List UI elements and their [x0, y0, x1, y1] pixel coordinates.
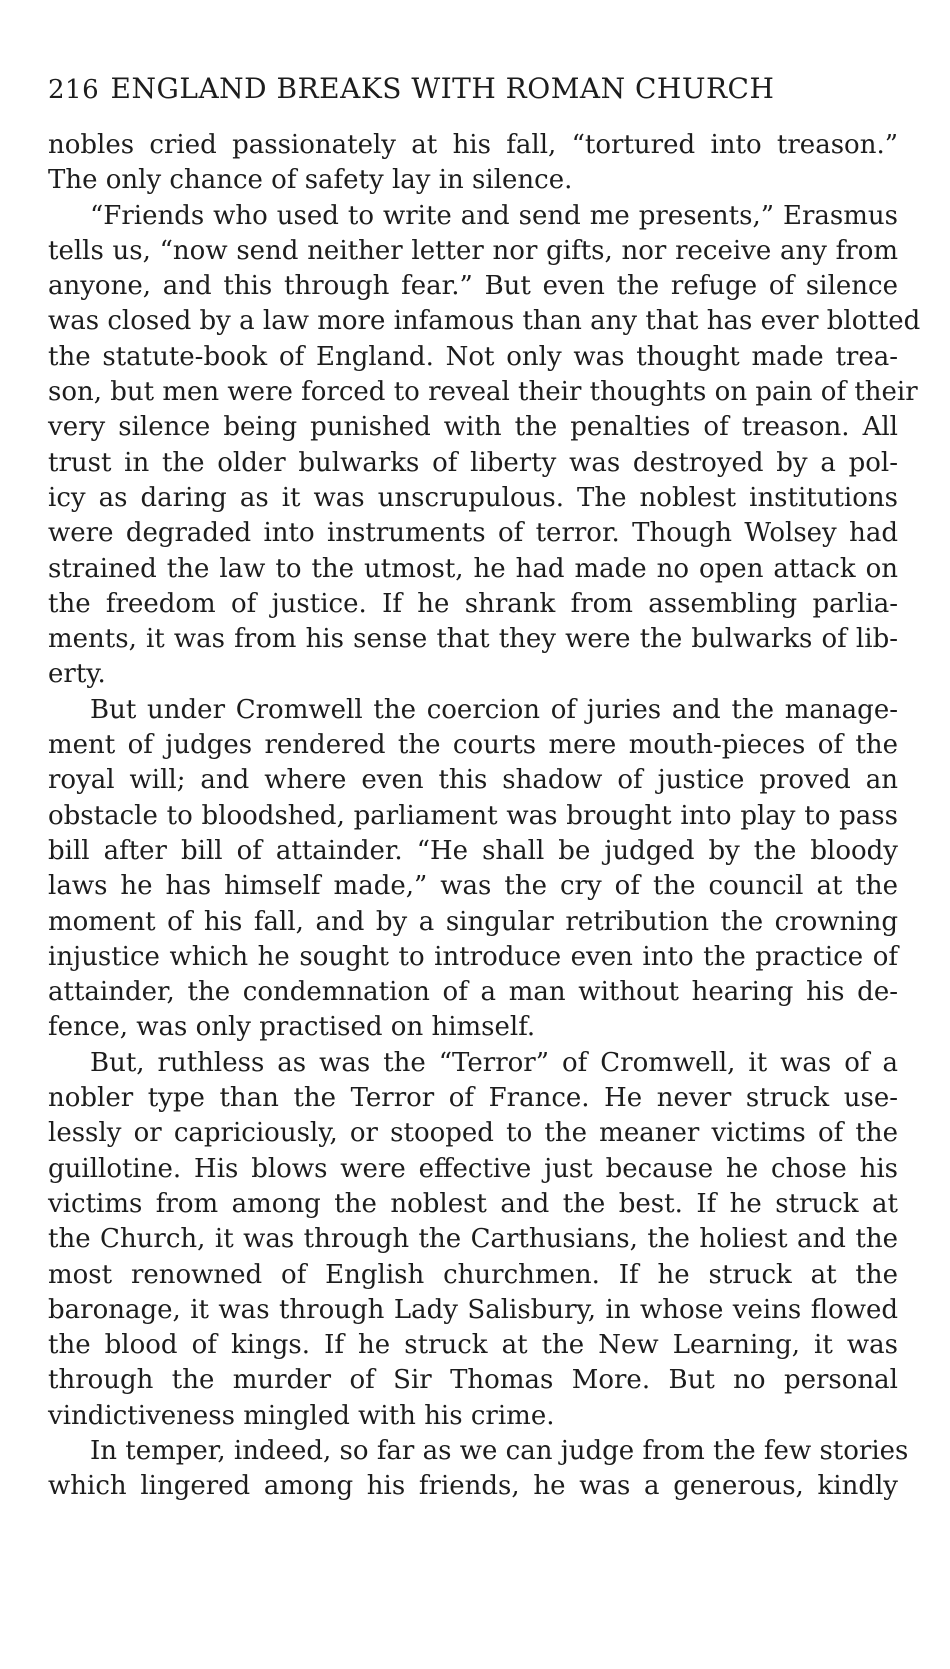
text-line: the Church, it was through the Carthusians, the holiest and the: [48, 1224, 898, 1255]
text-line: “Friends who used to write and send me presents,” Erasmus: [90, 200, 898, 231]
text-line: ments, it was from his sense that they were the bulwarks of lib-: [48, 624, 898, 655]
text-line: son, but men were forced to reveal their thoughts on pain of their: [48, 377, 918, 408]
text-line: through the murder of Sir Thomas More. But no personal: [48, 1365, 898, 1396]
text-line: the statute-book of England. Not only was thought made trea-: [48, 341, 898, 372]
text-line: nobler type than the Terror of France. He never struck use-: [48, 1083, 898, 1114]
text-line: injustice which he sought to introduce even into the practice of: [48, 941, 898, 972]
text-line: In temper, indeed, so far as we can judge from the few stories: [90, 1435, 909, 1466]
text-line: victims from among the noblest and the best. If he struck at: [48, 1188, 898, 1219]
text-line: which lingered among his friends, he was a generous, kindly: [48, 1471, 898, 1502]
text-line: guillotine. His blows were effective just because he chose his: [48, 1153, 898, 1184]
text-line: attainder, the condemnation of a man without hearing his de-: [48, 977, 898, 1008]
text-line: fence, was only practised on himself.: [48, 1012, 536, 1043]
text-line: royal will; and where even this shadow of justice proved an: [48, 765, 898, 796]
text-line: trust in the older bulwarks of liberty was destroyed by a pol-: [48, 447, 898, 478]
text-line: very silence being punished with the penalties of treason. All: [48, 412, 898, 443]
text-line: icy as daring as it was unscrupulous. The noblest institutions: [48, 482, 898, 513]
text-line: But under Cromwell the coercion of juries and the manage-: [90, 694, 898, 725]
text-line: vindictiveness mingled with his crime.: [48, 1400, 555, 1431]
text-line: bill after bill of attainder. “He shall be judged by the bloody: [48, 835, 898, 866]
text-line: tells us, “now send neither letter nor gifts, nor receive any from: [48, 235, 898, 266]
text-line: The only chance of safety lay in silence.: [48, 165, 573, 196]
text-line: nobles cried passionately at his fall, “tortured into treason.”: [48, 130, 898, 160]
text-line: the blood of kings. If he struck at the New Learning, it was: [48, 1330, 898, 1361]
text-line: the freedom of justice. If he shrank from assembling parlia-: [48, 588, 898, 619]
page-number: 216: [48, 75, 100, 105]
text-line: strained the law to the utmost, he had made no open attack on: [48, 553, 898, 584]
text-line: was closed by a law more infamous than any that has ever blotted: [48, 306, 921, 337]
chapter-running-title: ENGLAND BREAKS WITH ROMAN CHURCH: [110, 72, 775, 105]
text-line: anyone, and this through fear.” But even the refuge of silence: [48, 271, 898, 302]
paragraph: [48, 693, 898, 1046]
paragraph: [48, 1434, 909, 1505]
paragraph: [48, 128, 898, 199]
text-line: ment of judges rendered the courts mere mouth-pieces of the: [48, 730, 898, 761]
text-line: laws he has himself made,” was the cry of the council at the: [48, 871, 898, 902]
text-line: lessly or capriciously, or stooped to the meaner victims of the: [48, 1118, 898, 1149]
text-line: erty.: [48, 659, 106, 690]
text-line: obstacle to bloodshed, parliament was brought into play to pass: [48, 800, 898, 831]
paragraph: [48, 199, 921, 693]
body-text: [48, 128, 921, 1505]
text-line: were degraded into instruments of terror. Though Wolsey had: [48, 518, 898, 549]
running-head: [48, 72, 908, 105]
paragraph: [48, 1046, 898, 1434]
text-line: most renowned of English churchmen. If he struck at the: [48, 1259, 898, 1290]
text-line: moment of his fall, and by a singular retribution the crowning: [48, 906, 898, 937]
text-line: baronage, it was through Lady Salisbury, in whose veins flowed: [48, 1294, 898, 1325]
text-line: But, ruthless as was the “Terror” of Cromwell, it was of a: [90, 1047, 898, 1078]
